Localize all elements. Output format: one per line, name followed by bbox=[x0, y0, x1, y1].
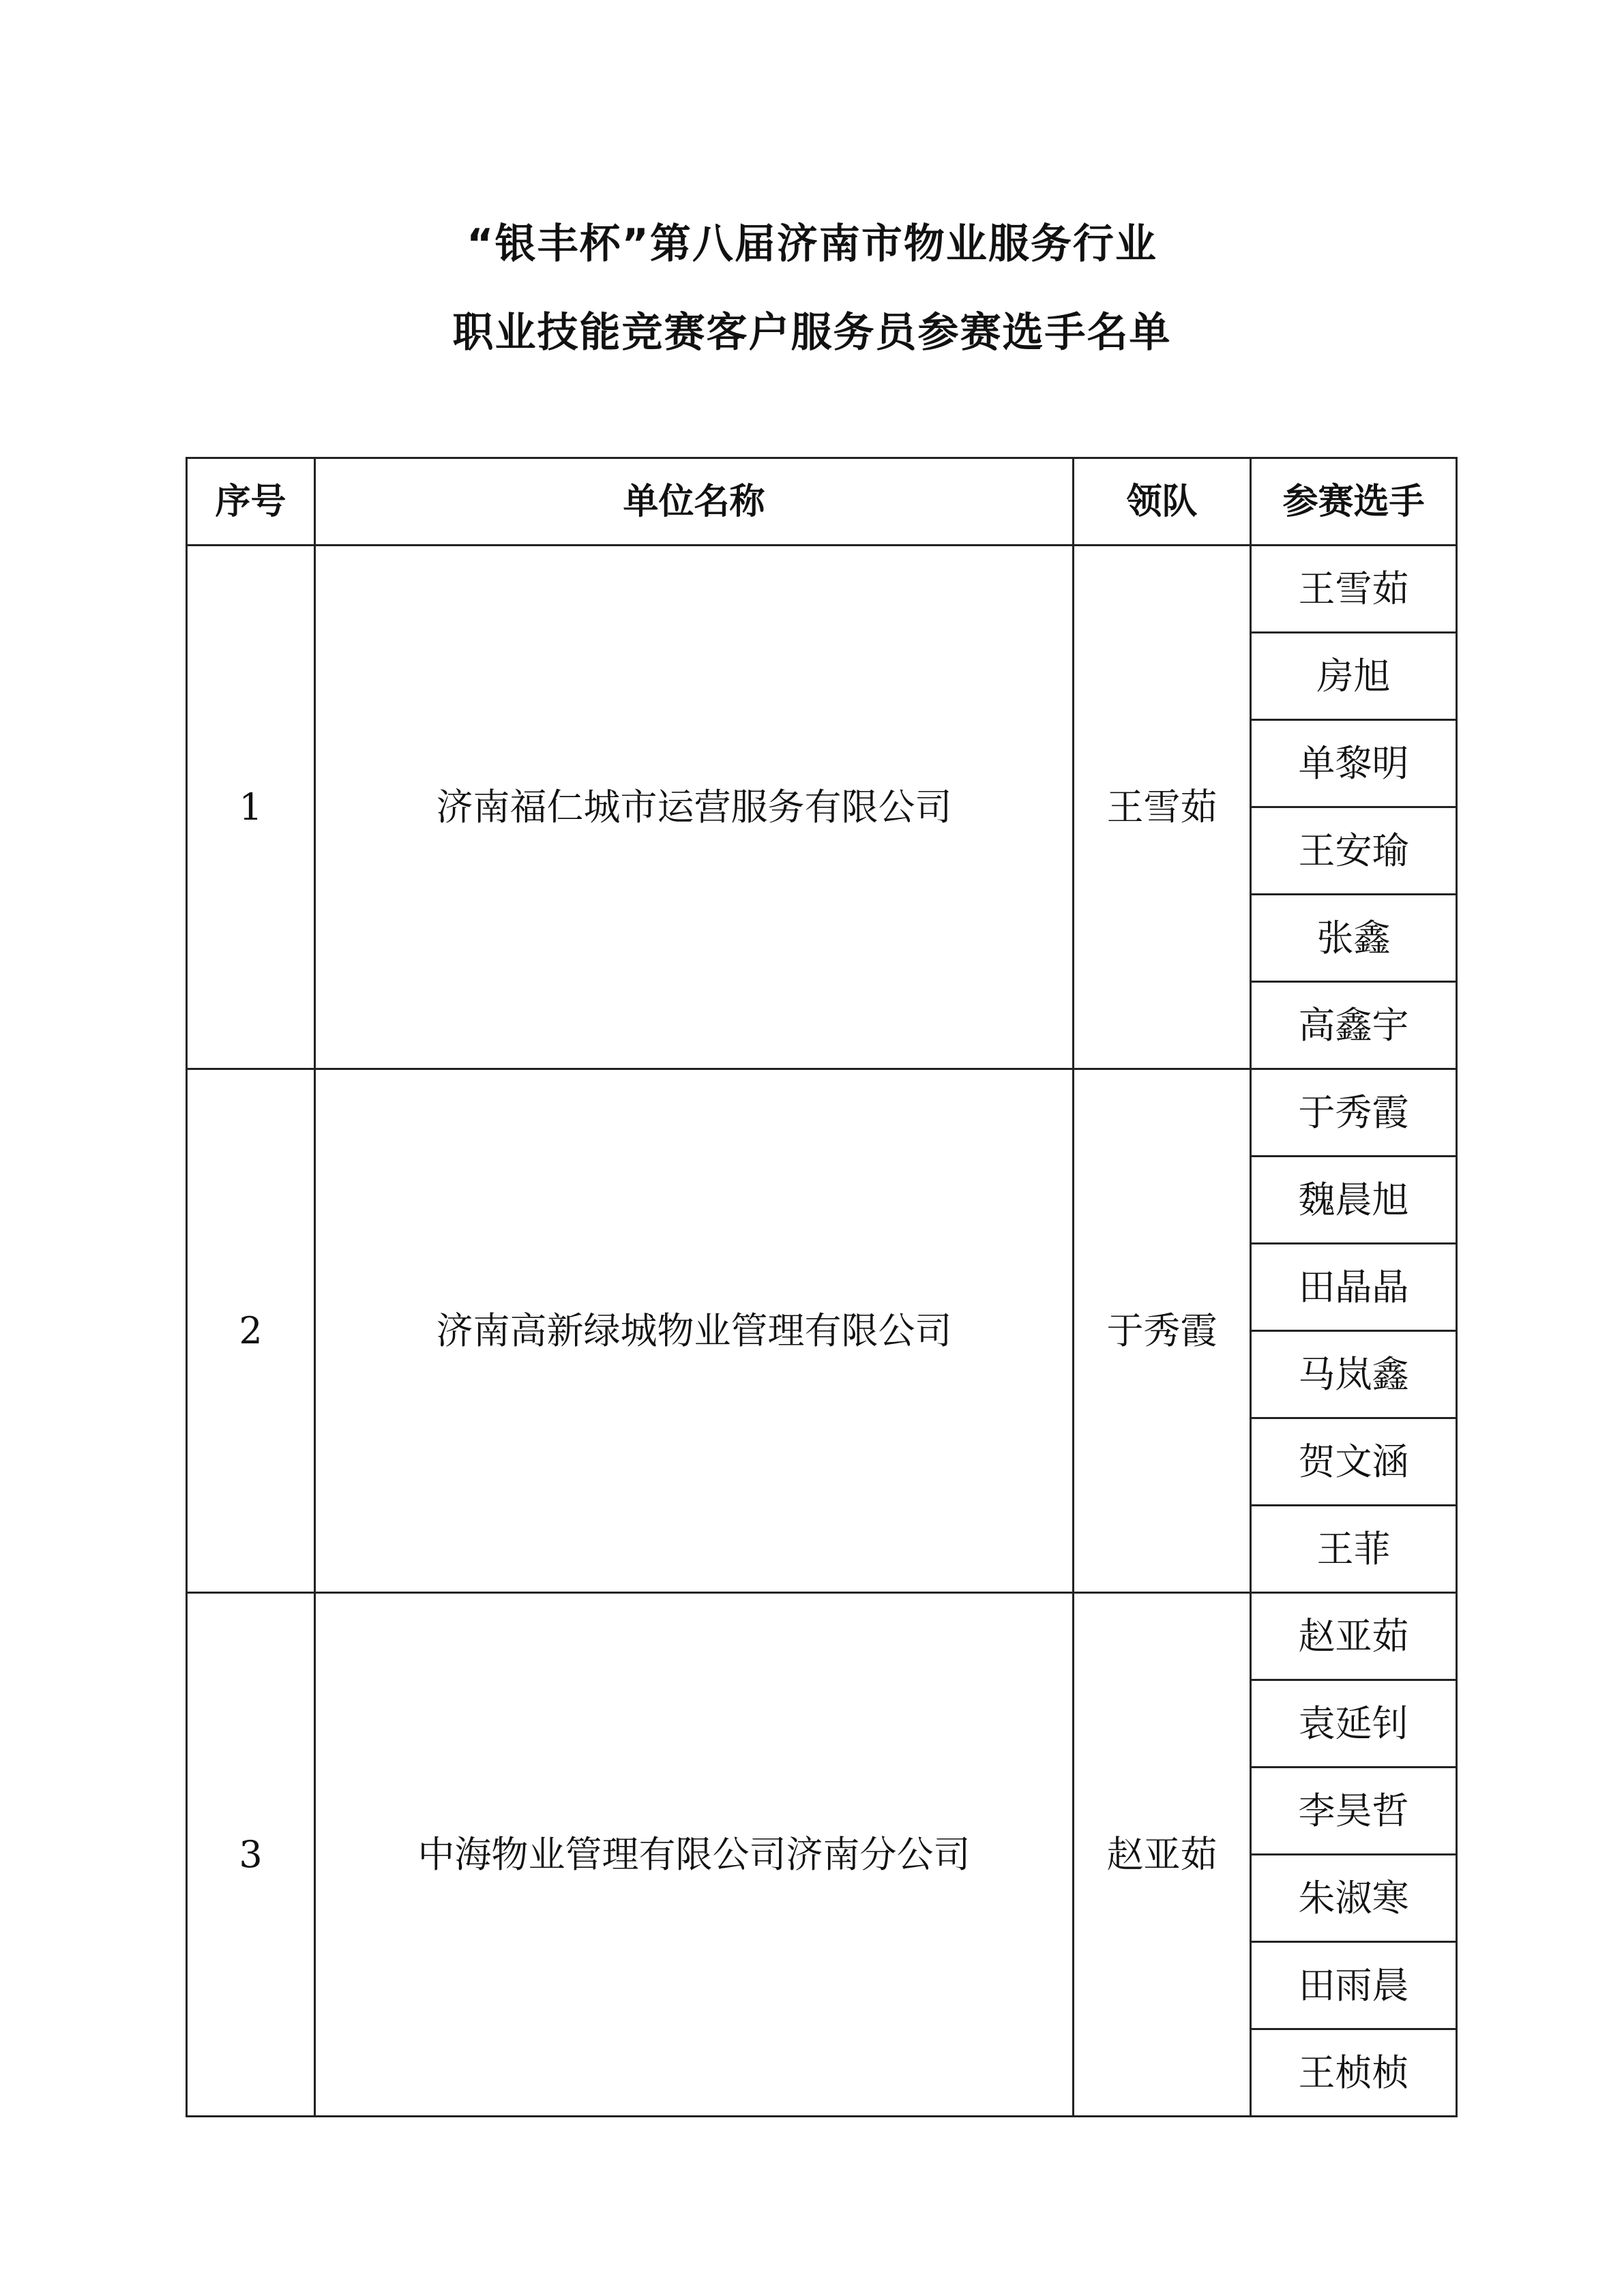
player-name: 魏晨旭 bbox=[1251, 1157, 1457, 1244]
player-name: 王雪茹 bbox=[1251, 546, 1457, 633]
player-name: 马岚鑫 bbox=[1251, 1331, 1457, 1418]
table-header-row bbox=[187, 458, 1457, 546]
row-index: 2 bbox=[187, 1069, 315, 1593]
document-title-line-1: “银丰杯”第八届济南市物业服务行业 bbox=[467, 220, 1157, 268]
team-leader: 于秀霞 bbox=[1074, 1069, 1251, 1593]
player-name: 王安瑜 bbox=[1251, 807, 1457, 895]
player-name: 朱淑寒 bbox=[1251, 1855, 1457, 1942]
player-name: 于秀霞 bbox=[1251, 1069, 1457, 1157]
team-leader: 王雪茹 bbox=[1074, 546, 1251, 1069]
player-name: 王桢桢 bbox=[1251, 2029, 1457, 2117]
player-name: 高鑫宇 bbox=[1251, 982, 1457, 1069]
player-name: 李昊哲 bbox=[1251, 1768, 1457, 1855]
header-leader: 领队 bbox=[1074, 458, 1251, 546]
player-name: 单黎明 bbox=[1251, 720, 1457, 807]
unit-name: 济南高新绿城物业管理有限公司 bbox=[315, 1069, 1074, 1593]
player-name: 张鑫 bbox=[1251, 895, 1457, 982]
player-name: 赵亚茹 bbox=[1251, 1593, 1457, 1680]
player-name: 田雨晨 bbox=[1251, 1942, 1457, 2029]
player-name: 房旭 bbox=[1251, 633, 1457, 720]
row-index: 1 bbox=[187, 546, 315, 1069]
document-title-line-2: 职业技能竞赛客户服务员参赛选手名单 bbox=[452, 309, 1172, 357]
player-name: 贺文涵 bbox=[1251, 1418, 1457, 1506]
unit-name: 中海物业管理有限公司济南分公司 bbox=[315, 1593, 1074, 2117]
row-index: 3 bbox=[187, 1593, 315, 2117]
team-leader: 赵亚茹 bbox=[1074, 1593, 1251, 2117]
table-row bbox=[187, 1069, 1457, 1157]
player-name: 田晶晶 bbox=[1251, 1244, 1457, 1331]
header-unit-name: 单位名称 bbox=[315, 458, 1074, 546]
player-name: 袁延钊 bbox=[1251, 1680, 1457, 1768]
table-row bbox=[187, 1593, 1457, 1680]
table-body bbox=[187, 546, 1457, 2117]
header-players: 参赛选手 bbox=[1251, 458, 1457, 546]
header-index: 序号 bbox=[187, 458, 315, 546]
table-row bbox=[187, 546, 1457, 633]
unit-name: 济南福仁城市运营服务有限公司 bbox=[315, 546, 1074, 1069]
participant-table bbox=[186, 457, 1458, 2117]
player-name: 王菲 bbox=[1251, 1506, 1457, 1593]
